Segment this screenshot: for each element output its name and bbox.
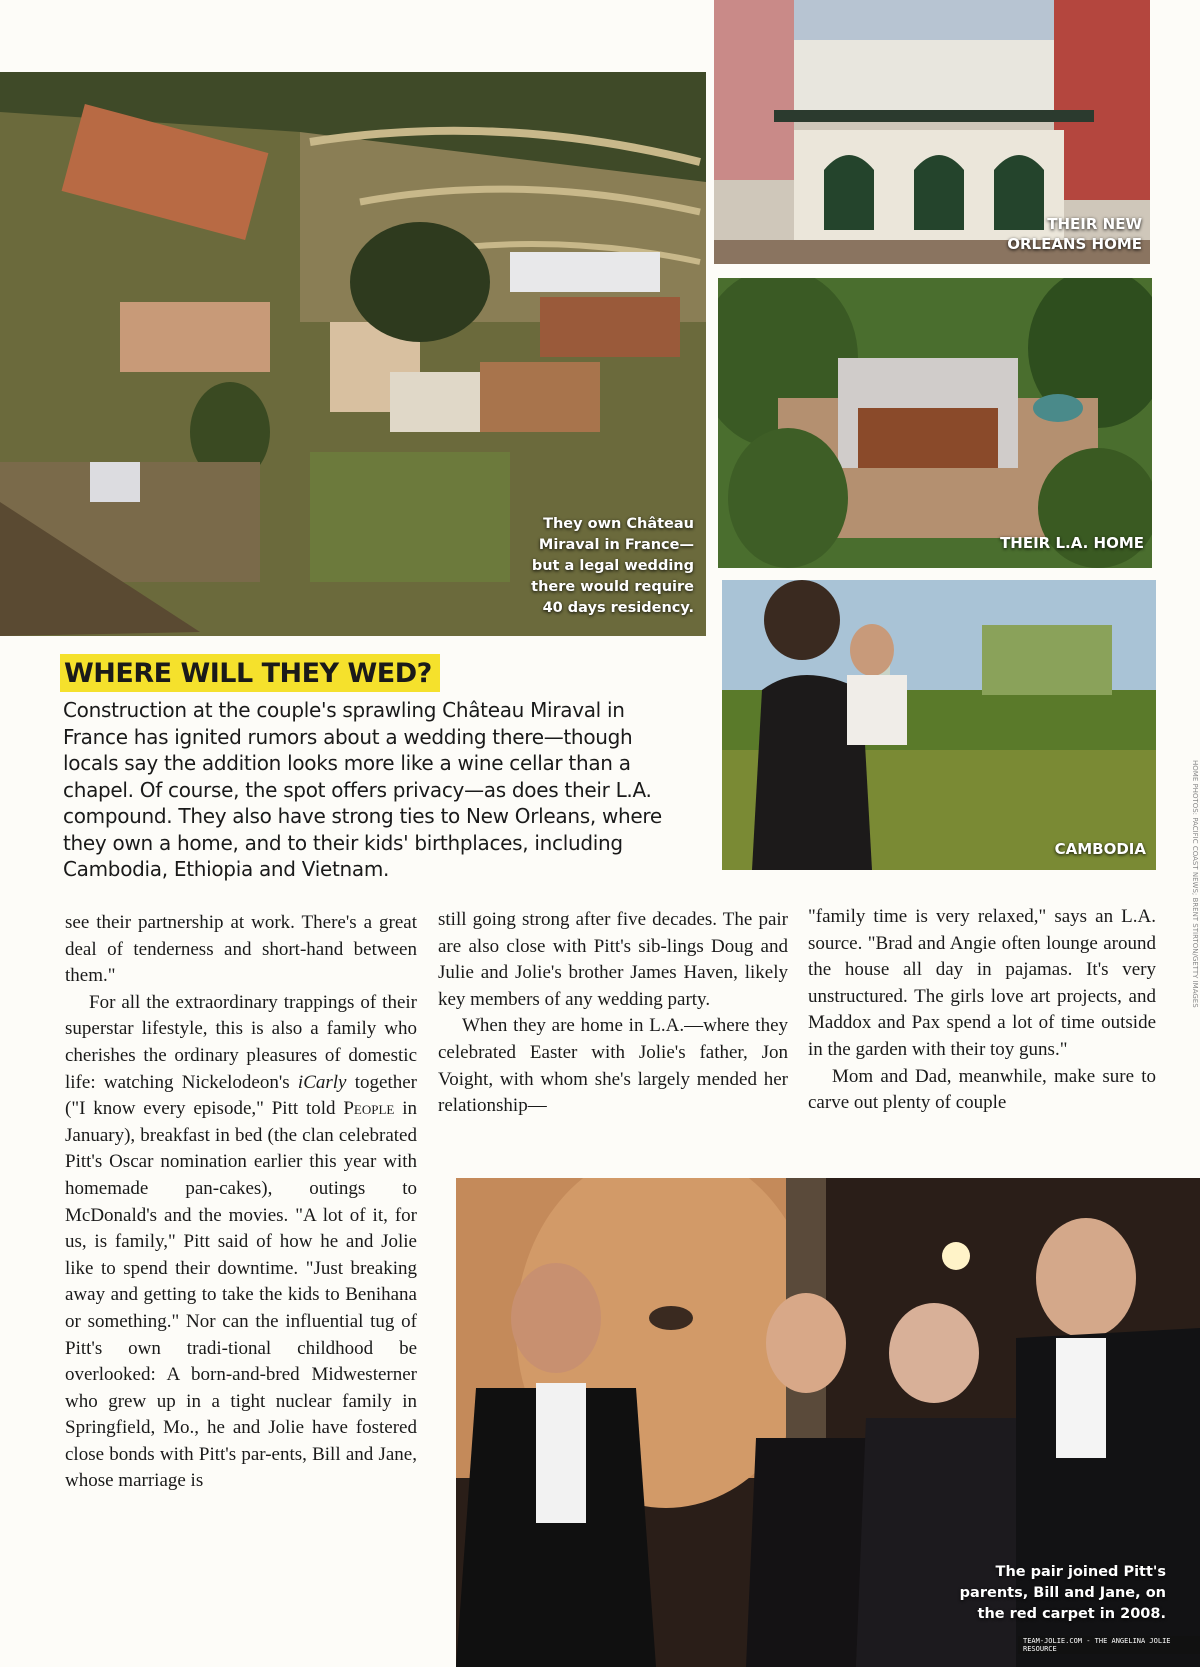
caption-line: there would require <box>531 579 694 595</box>
caption-line: the red carpet in 2008. <box>977 1606 1166 1622</box>
sidebar-body: Construction at the couple's sprawling Château Miraval in France has ignited rumors about a wedding there—though locals say the addition looks more like a wine cellar than a chapel. Of course, the spot offers privacy—as does their L.A. compound. They also have strong ties to New Orleans, where they own a home, and to their kids' birthplaces, including Cambodia, Ethiopia and Vietnam. <box>63 698 662 881</box>
caption-line: but a legal wedding <box>531 558 694 574</box>
article-column-1 <box>65 910 417 1495</box>
caption-line: ORLEANS HOME <box>1007 235 1142 253</box>
article-column-3 <box>808 904 1156 1117</box>
show-title: iCarly <box>297 1071 347 1093</box>
la-home-caption: THEIR L.A. HOME <box>1000 534 1144 552</box>
caption-line: parents, Bill and Jane, on <box>959 1585 1166 1601</box>
sidebar-headline: WHERE WILL THEY WED? <box>60 654 440 692</box>
article-paragraph <box>65 990 417 1495</box>
article-paragraph: see their partnership at work. There's a great deal of tenderness and short-hand between them." <box>65 912 417 987</box>
caption-line: The pair joined Pitt's <box>995 1564 1166 1580</box>
text-run: For all the extraordinary trappings of their superstar lifestyle, this is also a family who cherishes the ordinary pleasures of domestic life: watching Nickelodeon's <box>65 991 417 1093</box>
article-paragraph: When they are home in L.A.—where they celebrated Easter with Jolie's father, Jon Voight, with whom she's largely mended her relationship— <box>438 1015 788 1117</box>
cambodia-caption: CAMBODIA <box>1054 840 1146 858</box>
article-paragraph: "family time is very relaxed," says an L.A. source. "Brad and Angie often lounge around the house all day in pajamas. It's very unstructured. The girls love art projects, and Maddox and Pax spend a lot of time outside in the garden with their toy guns." <box>808 906 1156 1060</box>
caption-line: THEIR NEW <box>1047 215 1142 233</box>
miraval-caption <box>500 514 694 619</box>
text-run: together ("I know every episode," Pitt told <box>65 1071 417 1120</box>
article-paragraph: Mom and Dad, meanwhile, make sure to carve out plenty of couple <box>808 1065 1156 1114</box>
article-paragraph: still going strong after five decades. The pair are also close with Pitt's sib-lings Doug and Julie and Jolie's brother James Haven, likely key members of any wedding party. <box>438 909 788 1010</box>
article-column-2 <box>438 907 788 1120</box>
watermark: TEAM-JOLIE.COM - THE ANGELINA JOLIE RESOURCE <box>1018 1636 1200 1654</box>
caption-line: 40 days residency. <box>542 600 694 616</box>
red-carpet-caption <box>890 1562 1166 1625</box>
caption-line: They own Château <box>543 516 694 532</box>
magazine-name: People <box>343 1098 395 1120</box>
photo-credit: HOME PHOTOS: PACIFIC COAST NEWS; BRENT STIRTON/GETTY IMAGES <box>1191 760 1199 1008</box>
new-orleans-caption <box>920 214 1142 254</box>
photo-la-home <box>718 278 1152 568</box>
photo-cambodia <box>722 580 1156 870</box>
caption-line: Miraval in France— <box>538 537 694 553</box>
text-run: in January), breakfast in bed (the clan celebrated Pitt's Oscar nomination earlier this year with homemade pan-cakes), outings to McDonald's and the movies. "A lot of it, for us, is family," Pitt said of how he and Jolie like to spend their downtime. "Just breaking away and getting to take the kids to Benihana or something." Nor can the influential tug of Pitt's own tradi-tional childhood be overlooked: A born-and-bred Midwesterner who grew up in a tight nuclear family in Springfield, Mo., he and Jolie have fostered close bonds with Pitt's par-ents, Bill and Jane, whose marriage is <box>65 1098 417 1492</box>
